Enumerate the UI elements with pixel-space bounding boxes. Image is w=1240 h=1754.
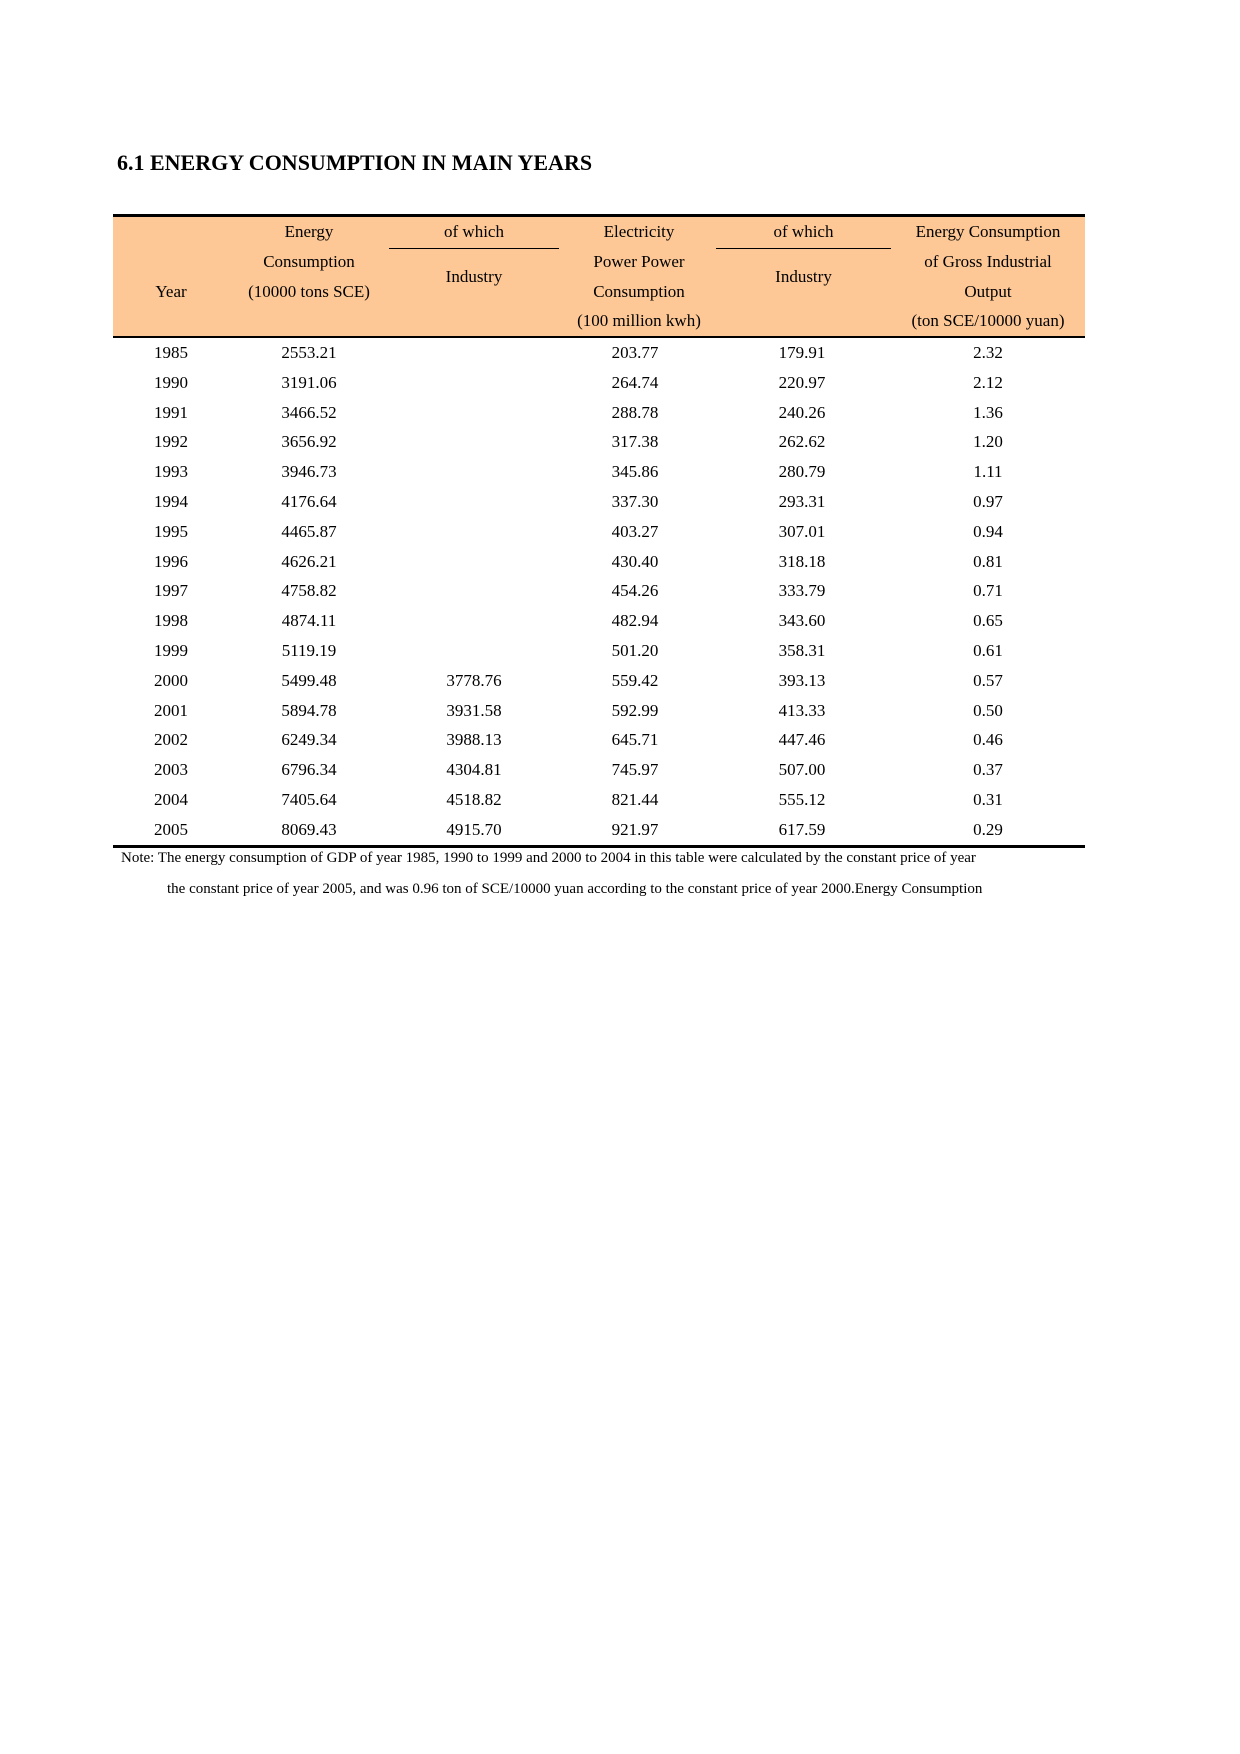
cell-year: 1993: [154, 462, 188, 482]
cell-industry: [389, 457, 559, 487]
cell-elec-industry: 507.00: [778, 760, 826, 780]
header-subline-2: [716, 248, 891, 249]
note-line-2: the constant price of year 2005, and was 0.96 ton of SCE/10000 yuan according to the constant price of year 2000.Energy Consumption: [167, 881, 983, 897]
cell-elec-industry: 393.13: [778, 670, 826, 690]
cell-electricity: 203.77: [611, 343, 659, 362]
cell-energy: 3191.06: [281, 372, 337, 392]
cell-industry: [389, 576, 559, 606]
cell-industry: [389, 487, 559, 517]
header-industry-2: Industry: [775, 267, 832, 286]
table-row: [113, 487, 1085, 517]
cell-year: 2000: [154, 670, 188, 690]
header-electricity-line-4: (100 million kwh): [577, 311, 701, 330]
cell-electricity: 264.74: [611, 372, 659, 392]
header-gross-line-3: Output: [964, 282, 1012, 301]
cell-year: 1998: [154, 611, 188, 631]
cell-elec-industry: 555.12: [778, 789, 826, 809]
cell-gross: 2.12: [973, 372, 1003, 392]
cell-year: 2004: [154, 789, 188, 809]
cell-gross: 1.11: [973, 462, 1003, 482]
cell-energy: 5894.78: [281, 700, 337, 720]
table-row: [113, 457, 1085, 487]
page-title: 6.1 ENERGY CONSUMPTION IN MAIN YEARS: [117, 150, 593, 175]
table-row: [113, 368, 1085, 398]
cell-energy: 3946.73: [281, 462, 337, 482]
header-subline-1: [389, 248, 559, 249]
cell-elec-industry: 262.62: [778, 432, 826, 452]
cell-electricity: 288.78: [611, 402, 659, 422]
cell-elec-industry: 293.31: [778, 491, 826, 511]
table-row: [113, 606, 1085, 636]
table-row: [113, 755, 1085, 785]
cell-energy: 4758.82: [281, 581, 337, 601]
cell-energy: 3466.52: [281, 402, 337, 422]
table-row: [113, 338, 1085, 368]
cell-industry: 3988.13: [446, 730, 502, 750]
cell-electricity: 317.38: [611, 432, 659, 452]
cell-elec-industry: 333.79: [778, 581, 826, 601]
cell-energy: 4176.64: [281, 491, 337, 511]
table-row: [113, 517, 1085, 547]
cell-elec-industry: 343.60: [778, 611, 826, 631]
header-energy-line-3: (10000 tons SCE): [248, 282, 370, 301]
cell-year: 2001: [154, 700, 188, 720]
table-row: [113, 636, 1085, 666]
table-row: [113, 427, 1085, 457]
cell-industry: 4915.70: [446, 819, 502, 839]
cell-gross: 0.37: [973, 760, 1003, 780]
cell-energy: 2553.21: [281, 343, 337, 362]
table-row: [113, 398, 1085, 428]
cell-electricity: 345.86: [611, 462, 659, 482]
cell-elec-industry: 240.26: [778, 402, 826, 422]
header-gross-line-1: Energy Consumption: [915, 222, 1061, 241]
cell-industry: 3778.76: [446, 670, 502, 690]
cell-year: 1994: [154, 491, 188, 511]
cell-gross: 0.81: [973, 551, 1003, 571]
table-row: [113, 576, 1085, 606]
cell-elec-industry: 307.01: [778, 521, 826, 541]
table-row: [113, 725, 1085, 755]
cell-electricity: 559.42: [611, 670, 659, 690]
table-header: [113, 214, 1085, 338]
cell-elec-industry: 617.59: [778, 819, 826, 839]
table-body: [113, 338, 1085, 845]
cell-energy: 6796.34: [281, 760, 337, 780]
cell-energy: 8069.43: [281, 819, 337, 839]
cell-industry: [389, 517, 559, 547]
header-energy-line-2: Consumption: [263, 252, 355, 271]
cell-gross: 0.31: [973, 789, 1003, 809]
cell-electricity: 454.26: [611, 581, 659, 601]
cell-electricity: 403.27: [611, 521, 659, 541]
cell-industry: 3931.58: [446, 700, 502, 720]
cell-industry: [389, 606, 559, 636]
energy-table: [113, 214, 1085, 848]
cell-energy: 5499.48: [281, 670, 337, 690]
header-year: Year: [155, 282, 187, 301]
table-row: [113, 666, 1085, 696]
cell-energy: 5119.19: [281, 640, 337, 660]
cell-gross: 0.57: [973, 670, 1003, 690]
cell-year: 1997: [154, 581, 188, 601]
cell-year: 1992: [154, 432, 188, 452]
cell-electricity: 921.97: [611, 819, 659, 839]
cell-year: 1999: [154, 640, 188, 660]
cell-elec-industry: 358.31: [778, 640, 826, 660]
cell-industry: [389, 636, 559, 666]
cell-gross: 0.71: [973, 581, 1003, 601]
table-row: [113, 785, 1085, 815]
cell-gross: 0.29: [973, 819, 1003, 839]
cell-electricity: 592.99: [611, 700, 659, 720]
cell-gross: 1.36: [973, 402, 1003, 422]
header-gross-line-2: of Gross Industrial: [924, 252, 1052, 271]
cell-electricity: 501.20: [611, 640, 659, 660]
cell-industry: 4518.82: [446, 789, 502, 809]
cell-electricity: 337.30: [611, 491, 659, 511]
header-energy-line-1: Energy: [284, 222, 334, 241]
cell-energy: 4874.11: [281, 611, 337, 631]
cell-gross: 0.46: [973, 730, 1003, 750]
cell-year: 1985: [154, 343, 188, 362]
header-electricity-line-3: Consumption: [593, 282, 685, 301]
header-electricity-line-1: Electricity: [603, 222, 675, 241]
header-of-which-2: of which: [773, 222, 834, 241]
cell-gross: 0.65: [973, 611, 1003, 631]
cell-elec-industry: 447.46: [778, 730, 826, 750]
cell-electricity: 482.94: [611, 611, 659, 631]
cell-electricity: 430.40: [611, 551, 659, 571]
header-gross-line-4: (ton SCE/10000 yuan): [911, 311, 1065, 330]
cell-gross: 0.61: [973, 640, 1003, 660]
cell-industry: [389, 427, 559, 457]
cell-gross: 0.94: [973, 521, 1003, 541]
cell-elec-industry: 413.33: [778, 700, 826, 720]
cell-year: 1990: [154, 372, 188, 392]
cell-elec-industry: 318.18: [778, 551, 826, 571]
header-of-which-1: of which: [444, 222, 504, 241]
table-note: [113, 843, 1085, 905]
header-electricity-line-2: Power Power: [593, 252, 685, 271]
table-row: [113, 815, 1085, 845]
cell-electricity: 745.97: [611, 760, 659, 780]
cell-gross: 0.97: [973, 491, 1003, 511]
cell-industry: [389, 547, 559, 577]
cell-industry: [389, 368, 559, 398]
cell-electricity: 645.71: [611, 730, 659, 750]
cell-industry: 4304.81: [446, 760, 502, 780]
cell-electricity: 821.44: [611, 789, 659, 809]
cell-industry: [389, 398, 559, 428]
cell-year: 1991: [154, 402, 188, 422]
cell-year: 2005: [154, 819, 188, 839]
cell-industry: [389, 338, 559, 368]
cell-year: 2002: [154, 730, 188, 750]
cell-energy: 7405.64: [281, 789, 337, 809]
table-row: [113, 547, 1085, 577]
cell-elec-industry: 220.97: [778, 372, 826, 392]
cell-year: 1996: [154, 551, 188, 571]
cell-energy: 3656.92: [281, 432, 337, 452]
cell-gross: 2.32: [973, 343, 1003, 362]
header-industry-1: Industry: [445, 267, 503, 286]
cell-year: 1995: [154, 521, 188, 541]
table-row: [113, 696, 1085, 726]
cell-energy: 4626.21: [281, 551, 337, 571]
cell-year: 2003: [154, 760, 188, 780]
cell-energy: 4465.87: [281, 521, 337, 541]
cell-elec-industry: 280.79: [778, 462, 826, 482]
cell-energy: 6249.34: [281, 730, 337, 750]
cell-gross: 0.50: [973, 700, 1003, 720]
cell-elec-industry: 179.91: [778, 343, 826, 362]
cell-gross: 1.20: [973, 432, 1003, 452]
note-line-1: Note: The energy consumption of GDP of year 1985, 1990 to 1999 and 2000 to 2004 in this table were calculated by the constant price of year: [121, 850, 976, 866]
